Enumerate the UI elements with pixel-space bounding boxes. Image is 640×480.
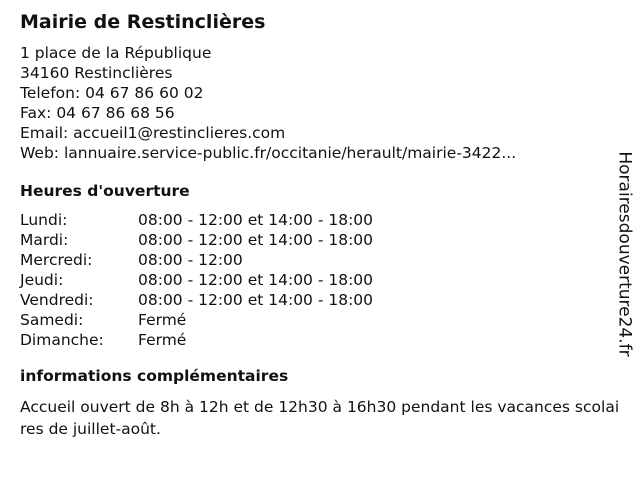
hours-day: Dimanche: (20, 331, 104, 349)
hours-row-dimanche (20, 330, 605, 350)
address-line-2: 34160 Restinclières (20, 64, 173, 82)
page-title: Mairie de Restinclières (20, 11, 266, 33)
hours-time: 08:00 - 12:00 et 14:00 - 18:00 (138, 231, 374, 249)
phone-line: Telefon: 04 67 86 60 02 (20, 84, 204, 102)
hours-row-samedi (20, 310, 605, 330)
hours-time: Fermé (138, 311, 187, 329)
hours-time: 08:00 - 12:00 et 14:00 - 18:00 (138, 211, 374, 229)
contact-block (20, 43, 605, 163)
watermark-text: Horairesdouverture24.fr (615, 151, 635, 357)
hours-day: Samedi: (20, 311, 84, 329)
hours-day: Mercredi: (20, 251, 93, 269)
info-text: Accueil ouvert de 8h à 12h et de 12h30 à 16h30 pendant les vacances scolaires de juillet-août. (20, 398, 620, 438)
fax-line: Fax: 04 67 86 68 56 (20, 104, 175, 122)
email-line: Email: accueil1@restinclieres.com (20, 124, 286, 142)
hours-day: Mardi: (20, 231, 69, 249)
hours-row-jeudi (20, 270, 605, 290)
hours-title: Heures d'ouverture (20, 182, 190, 200)
hours-row-mardi (20, 230, 605, 250)
hours-row-lundi (20, 210, 605, 230)
hours-time: 08:00 - 12:00 et 14:00 - 18:00 (138, 291, 374, 309)
hours-day: Lundi: (20, 211, 68, 229)
web-line: Web: lannuaire.service-public.fr/occitanie/herault/mairie-3422... (20, 144, 517, 162)
hours-row-mercredi (20, 250, 605, 270)
hours-row-vendredi (20, 290, 605, 310)
info-title: informations complémentaires (20, 367, 289, 385)
hours-time: Fermé (138, 331, 187, 349)
watermark (610, 134, 640, 374)
content (20, 10, 620, 440)
hours-time: 08:00 - 12:00 et 14:00 - 18:00 (138, 271, 374, 289)
hours-table (20, 210, 605, 350)
hours-time: 08:00 - 12:00 (138, 251, 243, 269)
address-line-1: 1 place de la République (20, 44, 212, 62)
hours-day: Jeudi: (20, 271, 64, 289)
hours-day: Vendredi: (20, 291, 94, 309)
